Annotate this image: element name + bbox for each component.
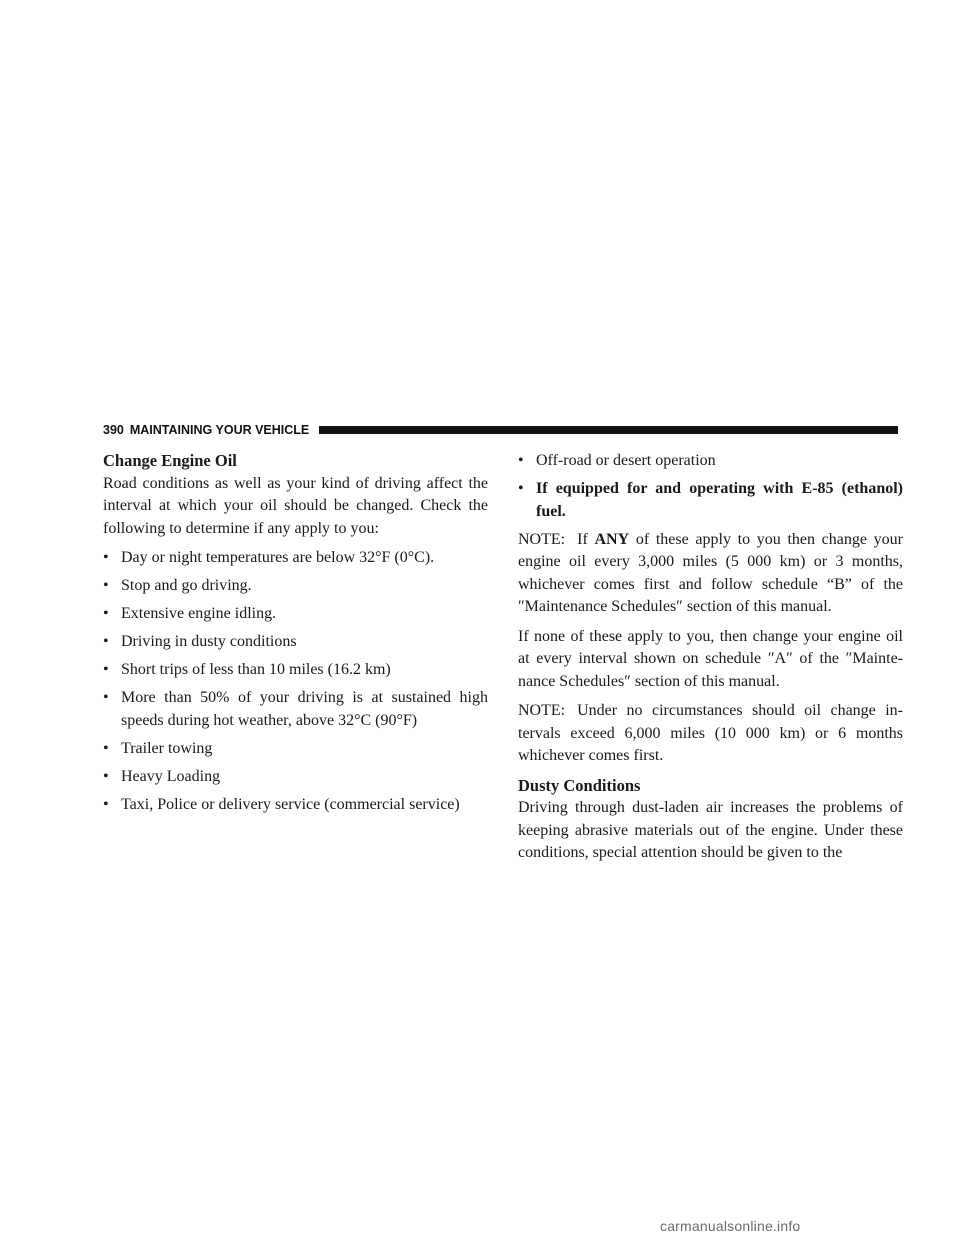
page-number: 390 bbox=[103, 423, 124, 437]
list-item: • Trailer towing bbox=[103, 738, 488, 761]
bullet-icon: • bbox=[103, 795, 109, 813]
right-column bbox=[518, 450, 903, 872]
dusty-paragraph: Driving through dust-laden air increases the problems of keeping abrasive materials out of the engine. Under these conditions, special attention should be given to the bbox=[518, 799, 903, 861]
note-any-paragraph: NOTE: If ANY of these apply to you then change your engine oil every 3,000 miles (5 000 km) or 3 months, whichever comes first and follow schedule “B” of the ″Maintenance Schedules″ section of this manual. bbox=[518, 530, 903, 615]
note-label: NOTE: bbox=[518, 702, 566, 719]
condition-list-continued bbox=[518, 450, 903, 523]
bullet-icon: • bbox=[103, 549, 109, 566]
heading-dusty-conditions: Dusty Conditions bbox=[518, 775, 641, 795]
bullet-icon: • bbox=[103, 661, 109, 678]
list-item: • Stop and go driving. bbox=[103, 575, 488, 598]
bullet-icon: • bbox=[518, 480, 524, 497]
bullet-icon: • bbox=[103, 767, 109, 785]
bullet-icon: • bbox=[103, 577, 109, 594]
bullet-icon: • bbox=[103, 739, 109, 757]
list-item: • Extensive engine idling. bbox=[103, 603, 488, 626]
intro-paragraph: Road conditions as well as your kind of driving affect the interval at which your oil should be changed. Check the following to determine if any apply to you: bbox=[103, 474, 488, 537]
emphasis-any: ANY bbox=[594, 530, 630, 548]
list-item: • Off-road or desert operation bbox=[518, 450, 903, 473]
note-label: NOTE: bbox=[518, 530, 566, 548]
left-column bbox=[103, 450, 488, 822]
heading-change-engine-oil: Change Engine Oil bbox=[103, 451, 237, 470]
list-item: • Short trips of less than 10 miles (16.2 km) bbox=[103, 659, 488, 682]
page-header bbox=[103, 422, 898, 438]
list-item: • More than 50% of your driving is at sustained high speeds during hot weather, above 32°C (90°F) bbox=[103, 689, 488, 729]
list-item: • If equipped for and operating with E-85 (ethanol) fuel. bbox=[518, 480, 903, 520]
bullet-icon: • bbox=[103, 605, 109, 622]
header-rule bbox=[319, 426, 898, 434]
bullet-icon: • bbox=[103, 689, 109, 706]
watermark: carmanualsonline.info bbox=[660, 1218, 801, 1234]
bullet-icon: • bbox=[518, 452, 524, 469]
list-item: • Heavy Loading bbox=[103, 766, 488, 789]
list-item: • Day or night temperatures are below 32°F (0°C). bbox=[103, 547, 488, 570]
list-item: • Driving in dusty conditions bbox=[103, 631, 488, 654]
note-limit-paragraph: NOTE: Under no circumstances should oil change in-tervals exceed 6,000 miles (10 000 km) or 6 months whichever comes first. bbox=[518, 702, 903, 764]
none-apply-paragraph: If none of these apply to you, then change your engine oil at every interval shown on schedule ″A″ of the ″Mainte-nance Schedules″ section of this manual. bbox=[518, 627, 903, 690]
condition-list bbox=[103, 547, 488, 816]
bullet-icon: • bbox=[103, 633, 109, 650]
section-title: MAINTAINING YOUR VEHICLE bbox=[129, 423, 310, 437]
list-item: • Taxi, Police or delivery service (commercial service) bbox=[103, 794, 488, 817]
